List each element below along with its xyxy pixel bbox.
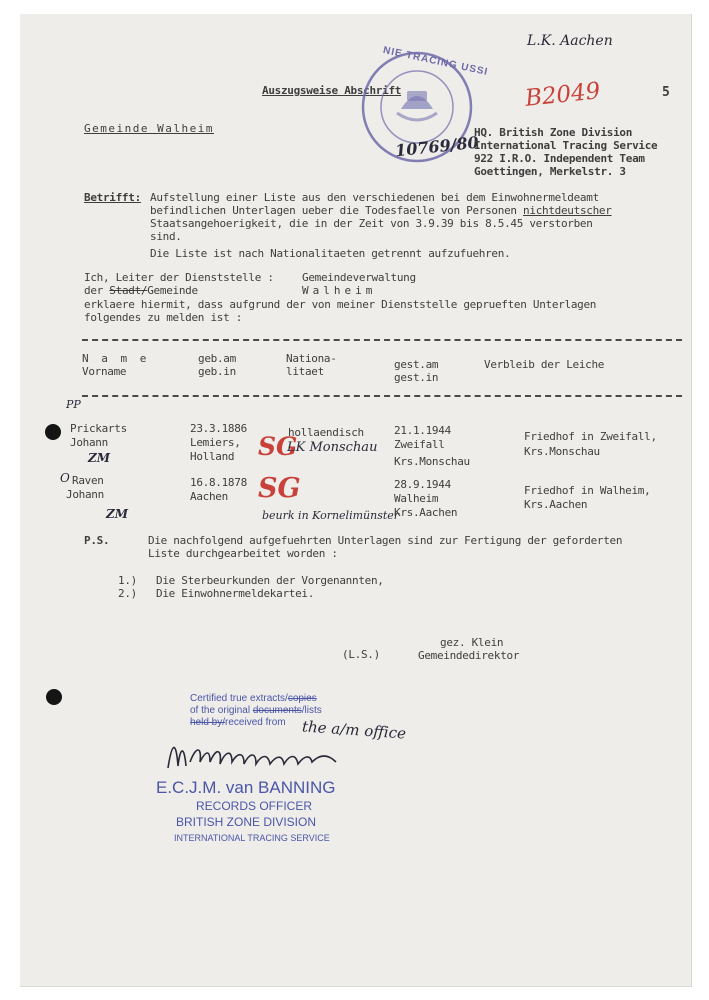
row2-handwritten-note: beurk in Kornelimünster [262, 509, 400, 522]
header-remains: Verbleib der Leiche [484, 358, 605, 371]
ps-item-1: Die Sterbeurkunden der Vorgenannten, [156, 574, 384, 587]
declaration-line-3: erklaere hiermit, dass aufgrund der von meiner Dienststelle geprueften Unterlagen [84, 298, 597, 311]
row1-birth-place-1: Lemiers, [190, 436, 241, 449]
row1-handwritten-district: LK Monschau [287, 440, 378, 455]
row1-death-place-1: Zweifall [394, 438, 445, 451]
betrifft-line-1: Aufstellung einer Liste aus den verschiedenen bei dem Einwohnermeldeamt [150, 191, 599, 204]
ps-item-2: Die Einwohnermeldekartei. [156, 587, 315, 600]
row2-firstname: Johann [66, 488, 104, 501]
row2-handwritten-mark: ZM [106, 507, 129, 521]
ps-item-2-number: 2.) [118, 587, 137, 600]
row2-death-date: 28.9.1944 [394, 478, 451, 491]
top-handwritten-note: L.K. Aachen [527, 33, 613, 49]
ps-line-1: Die nachfolgend aufgefuehrten Unterlagen sind zur Fertigung der geforderten [148, 534, 623, 547]
declaration-line-2b: Walheim [302, 284, 377, 297]
punch-hole-bottom [46, 689, 62, 705]
row1-surname: Prickarts [70, 422, 127, 435]
ps-item-1-number: 1.) [118, 574, 137, 587]
row2-surname: Raven [72, 474, 104, 487]
row1-handwritten-sg: SG [258, 432, 298, 461]
division-line-3: 922 I.R.O. Independent Team [474, 152, 645, 165]
row2-death-place-1: Walheim [394, 492, 439, 505]
cert-documents-struck: documents [252, 705, 302, 716]
signature-gez: gez. Klein [440, 636, 504, 649]
cert-handwritten-source: the a/m office [301, 717, 407, 743]
betrifft-label: Betrifft: [84, 191, 141, 204]
cert-lists: /lists [301, 705, 322, 716]
row1-death-place-2: Krs.Monschau [394, 455, 470, 468]
declaration-stadt-struck: Stadt/ [109, 284, 148, 297]
betrifft-line-4: sind. [150, 230, 182, 243]
row1-firstname: Johann [70, 436, 108, 449]
declaration-line-1b: Gemeindeverwaltung [302, 271, 416, 284]
punch-hole-top [45, 424, 61, 440]
seal-ls: (L.S.) [342, 648, 380, 661]
header-born-date: geb.am [198, 352, 236, 365]
betrifft-line-3: Staatsangehoerigkeit, die in der Zeit von 3.9.39 bis 8.5.45 verstorben [150, 217, 593, 230]
declaration-der: der [84, 284, 110, 297]
declaration-gemeinde: Gemeinde [147, 284, 198, 297]
officer-role-3: INTERNATIONAL TRACING SERVICE [174, 833, 330, 843]
division-line-2: International Tracing Service [474, 139, 658, 152]
row1-mark: PP [66, 398, 81, 411]
header-died-date: gest.am [394, 358, 439, 371]
table-header-rule [82, 395, 682, 397]
red-reference-number: B2049 [523, 78, 602, 112]
cert-received-from: received from [225, 717, 286, 728]
row1-death-date: 21.1.1944 [394, 424, 451, 437]
officer-name: E.C.J.M. van BANNING [156, 778, 336, 797]
declaration-line-4: folgendes zu melden ist : [84, 311, 243, 324]
cert-line-2 [190, 705, 322, 716]
row1-birth-place-2: Holland [190, 450, 235, 463]
row2-remains-1: Friedhof in Walheim, [524, 484, 651, 497]
cert-line-1 [190, 693, 317, 704]
page-number: 5 [662, 85, 670, 100]
gemeinde-label: Gemeinde Walheim [84, 122, 214, 135]
ps-label: P.S. [84, 534, 110, 547]
row1-remains-1: Friedhof in Zweifall, [524, 430, 657, 443]
division-line-4: Goettingen, Merkelstr. 3 [474, 165, 626, 178]
row1-nationality: hollaendisch [288, 426, 364, 439]
row2-birth-place: Aachen [190, 490, 228, 503]
officer-role-2: BRITISH ZONE DIVISION [176, 815, 317, 829]
cert-line-2-text: of the original [190, 705, 253, 716]
betrifft-line-5: Die Liste ist nach Nationalitaeten getrennt aufzufuehren. [150, 247, 511, 260]
stamp-text: NIE TRACING USSI [382, 44, 490, 79]
header-nationality-1: Nationa- [286, 352, 337, 365]
betrifft-line-2-text: befindlichen Unterlagen ueber die Todesfaelle von Personen [150, 204, 517, 217]
officer-signature [150, 732, 350, 782]
header-born-place: geb.in [198, 365, 236, 378]
header-died-place: gest.in [394, 371, 439, 384]
betrifft-line-2 [150, 204, 612, 217]
cert-line-1-text: Certified true extracts/ [190, 693, 288, 704]
header-nationality-2: litaet [286, 365, 324, 378]
row2-remains-2: Krs.Aachen [524, 498, 588, 511]
row1-remains-2: Krs.Monschau [524, 445, 600, 458]
declaration-line-1a: Ich, Leiter der Dienststelle : [84, 271, 274, 284]
cert-copies-struck: copies [287, 693, 317, 704]
stamp-number: 10769/80 [394, 132, 480, 161]
row2-mark: O [60, 471, 70, 485]
cert-line-3 [190, 717, 286, 728]
betrifft-emphasis: nichtdeutscher [523, 204, 612, 217]
row1-birth-date: 23.3.1886 [190, 422, 247, 435]
table-top-rule [82, 339, 682, 341]
row2-death-place-2: Krs.Aachen [394, 506, 458, 519]
division-line-1: HQ. British Zone Division [474, 126, 633, 139]
officer-role-1: RECORDS OFFICER [196, 799, 313, 813]
row2-birth-date: 16.8.1878 [190, 476, 247, 489]
header-vorname: Vorname [82, 365, 127, 378]
signature-title: Gemeindedirektor [418, 649, 520, 662]
ps-line-2: Liste durchgearbeitet worden : [148, 547, 338, 560]
cert-heldby-struck: held by/ [190, 717, 226, 728]
header-name: N a m e [82, 352, 150, 365]
row2-handwritten-sg: SG [258, 473, 301, 504]
row1-handwritten-mark: ZM [88, 451, 111, 465]
declaration-line-2a [84, 284, 198, 297]
document-heading: Auszugsweise Abschrift [262, 84, 402, 97]
